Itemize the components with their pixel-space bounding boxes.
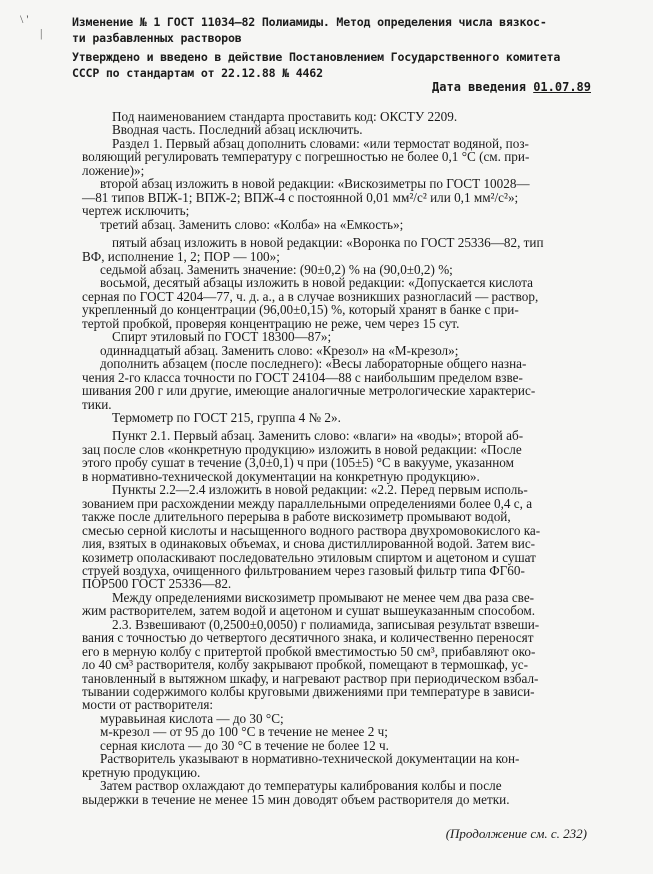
text-line: вания с точностью до четвертого десятичного знака, и количественно переносят <box>82 630 534 646</box>
text-line: восьмой, десятый абзацы изложить в новой редакции: «Допускается кислота <box>100 275 533 291</box>
effective-date <box>432 80 591 94</box>
text-line: его в мерную колбу с притертой пробкой вместимостью 50 см³, прибавляют око- <box>82 643 536 659</box>
text-line: Пункты 2.2—2.4 изложить в новой редакции: «2.2. Перед первым исполь- <box>112 482 528 498</box>
margin-mark: \ ' <box>20 12 29 26</box>
text-line: мости от растворителя: <box>82 697 214 713</box>
text-line: кретную продукцию. <box>82 764 201 780</box>
text-line: муравьиная кислота — до 30 °С; <box>100 710 284 726</box>
text-line: ло 40 см³ растворителя, колбу закрывают пробкой, помещают в термошкаф, ус- <box>82 657 529 673</box>
date-label: Дата введения <box>432 80 526 94</box>
approval-note <box>72 49 617 81</box>
text-line: зованием при расхождении между параллельными определениями более 0,4 с, а <box>82 495 533 511</box>
approval-line: Утверждено и введено в действие Постановлением Государственного комитета <box>72 50 561 64</box>
text-line: укрепленный до концентрации (96,00±0,15) %, который хранят в банке с при- <box>82 302 519 318</box>
text-line: дополнить абзацем (после последнего): «Весы лабораторные общего назна- <box>100 356 527 372</box>
text-line: тановленный в вытяжном шкафу, и нагревают раствор при периодическом взбал- <box>82 670 539 686</box>
document-title <box>72 14 617 46</box>
title-line: ти разбавленных растворов <box>72 31 242 45</box>
text-line: тертой пробкой, проверяя концентрацию не реже, чем через 15 сут. <box>82 315 460 331</box>
text-line: пятый абзац изложить в новой редакции: «Воронка по ГОСТ 25336—82, тип <box>112 235 544 251</box>
text-line: 2.3. Взвешивают (0,2500±0,0050) г полиамида, записывая результат взвеши- <box>112 616 540 632</box>
text-line: Спирт этиловый по ГОСТ 18300—87»; <box>112 329 332 345</box>
text-line: тики. <box>82 396 112 412</box>
text-line: седьмой абзац. Заменить значение: (90±0,2) % на (90,0±0,2) %; <box>100 261 453 277</box>
text-line: третий абзац. Заменить слово: «Колба» на «Емкость»; <box>100 216 404 232</box>
text-line: одиннадцатый абзац. Заменить слово: «Крезол» на «М-крезол»; <box>100 342 459 358</box>
text-line: Термометр по ГОСТ 215, группа 4 № 2». <box>112 409 341 425</box>
date-value: 01.07.89 <box>533 80 591 94</box>
text-line: воляющий регулировать температуру с погрешностью не более 0,1 °С (см. при- <box>82 149 530 165</box>
text-line: Растворитель указывают в нормативно-технической документации на кон- <box>100 751 520 767</box>
text-line: Пункт 2.1. Первый абзац. Заменить слово: «влаги» на «воды»; второй аб- <box>112 428 524 444</box>
text-line: тывании содержимого колбы круговыми движениями при температуре в зависи- <box>82 684 535 700</box>
text-line: Между определениями вискозиметр промывают не менее чем два раза све- <box>112 589 535 605</box>
margin-mark: | <box>40 26 43 40</box>
document-body <box>82 110 592 806</box>
text-line: этого пробу сушат в течение (3,0±0,1) ч при (105±5) °С в вакууме, указанном <box>82 455 514 471</box>
text-line: чертеж исключить; <box>82 203 190 219</box>
text-line: смесью серной кислоты и насыщенного водного раствора двухромовокислого ка- <box>82 522 541 538</box>
approval-line: СССР по стандартам от 22.12.88 № 4462 <box>72 66 323 80</box>
text-line: струей воздуха, очищенного фильтрованием через газовый фильтр типа ФГ60- <box>82 562 525 578</box>
text-line: второй абзац изложить в новой редакции: «Вискозиметры по ГОСТ 10028— <box>100 176 530 192</box>
text-line: жим растворителем, затем водой и ацетоном и сушат вышеуказанным способом. <box>82 603 536 619</box>
text-line: ПОР500 ГОСТ 25336—82. <box>82 576 232 592</box>
text-line: козиметр ополаскивают последовательно этиловым спиртом и ацетоном и сушат <box>82 549 536 565</box>
text-line: м-крезол — от 95 до 100 °С в течение не менее 2 ч; <box>100 724 388 740</box>
title-line: Изменение № 1 ГОСТ 11034—82 Полиамиды. Метод определения числа вязкос- <box>72 15 547 29</box>
text-line: Вводная часть. Последний абзац исключить. <box>112 122 363 138</box>
text-line: выдержки в течение не менее 15 мин доводят объем растворителя до метки. <box>82 791 510 807</box>
text-line: ВФ, исполнение 1, 2; ПОР — 100»; <box>82 248 280 264</box>
text-line: ложение)»; <box>82 162 145 178</box>
text-line: серная по ГОСТ 4204—77, ч. д. а., а в случае возникших разногласий — раствор, <box>82 288 539 304</box>
text-line: чения 2-го класса точности по ГОСТ 24104—88 с наибольшим пределом взве- <box>82 369 523 385</box>
text-line: шивания 200 г или другие, имеющие аналогичные метрологические характерис- <box>82 383 536 399</box>
text-line: серная кислота — до 30 °С в течение не более 12 ч. <box>100 737 389 753</box>
text-line: Раздел 1. Первый абзац дополнить словами: «или термостат водяной, поз- <box>112 135 529 151</box>
continuation-note: (Продолжение см. с. 232) <box>445 826 587 841</box>
text-line: —81 типов ВПЖ-1; ВПЖ-2; ВПЖ-4 с постоянной 0,01 мм²/с² или 0,1 мм²/с²»; <box>82 189 519 205</box>
text-line: также после длительного перерыва в работе вискозиметр промывают водой, <box>82 509 511 525</box>
text-line: лия, взятых в одинаковых объемах, и снова дистиллированной водой. Затем вис- <box>82 536 536 552</box>
text-line: Под наименованием стандарта проставить код: ОКСТУ 2209. <box>112 109 458 124</box>
text-line: зац после слов «конкретную продукцию» изложить в новой редакции: «После <box>82 441 522 457</box>
text-line: Затем раствор охлаждают до температуры калибрования колбы и после <box>100 778 502 794</box>
text-line: в нормативно-технической документации на конкретную продукцию». <box>82 468 480 484</box>
